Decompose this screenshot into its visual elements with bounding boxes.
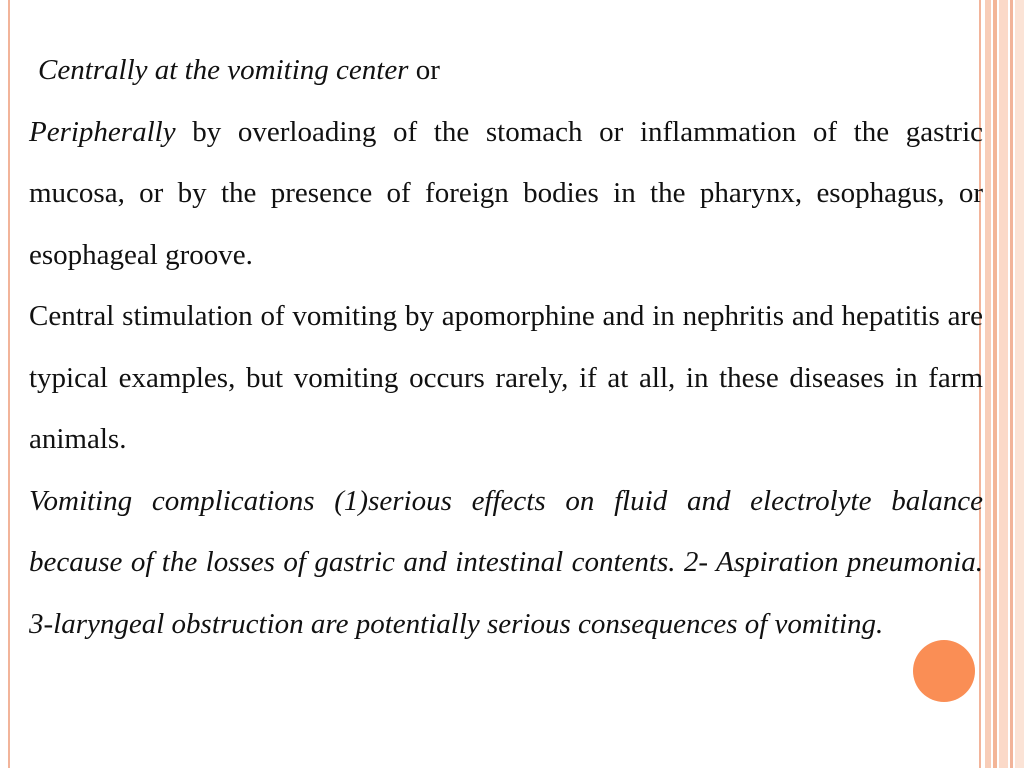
slide-body-text xyxy=(29,40,983,655)
italic-term-peripherally: Peripherally xyxy=(29,115,176,148)
paragraph-central-line xyxy=(29,40,983,102)
decorative-orange-circle xyxy=(913,640,975,702)
left-border-line xyxy=(8,0,10,768)
paragraph-complications: Vomiting complications (1)serious effects on fluid and electrolyte balance because of the losses of gastric and intestinal contents. 2- Aspiration pneumonia. 3-laryngeal obstruction are potentially serious consequences of vomiting. xyxy=(29,484,983,640)
paragraph-peripheral xyxy=(29,102,983,287)
paragraph-central-stimulation: Central stimulation of vomiting by apomorphine and in nephritis and hepatitis are typical examples, but vomiting occurs rarely, if at all, in these diseases in farm animals. xyxy=(29,300,983,455)
right-border-stripe xyxy=(1015,0,1024,768)
paragraph-text: by overloading of the stomach or inflammation of the gastric mucosa, or by the presence of foreign bodies in the pharynx, esophagus, or esophageal groove. xyxy=(29,115,983,271)
right-border-stripe xyxy=(1010,0,1013,768)
right-border-stripe xyxy=(993,0,997,768)
right-border-stripe xyxy=(999,0,1008,768)
italic-term-centrally: Centrally at the vomiting center xyxy=(38,54,409,86)
right-border-stripe xyxy=(985,0,991,768)
paragraph-text: or xyxy=(408,54,440,86)
